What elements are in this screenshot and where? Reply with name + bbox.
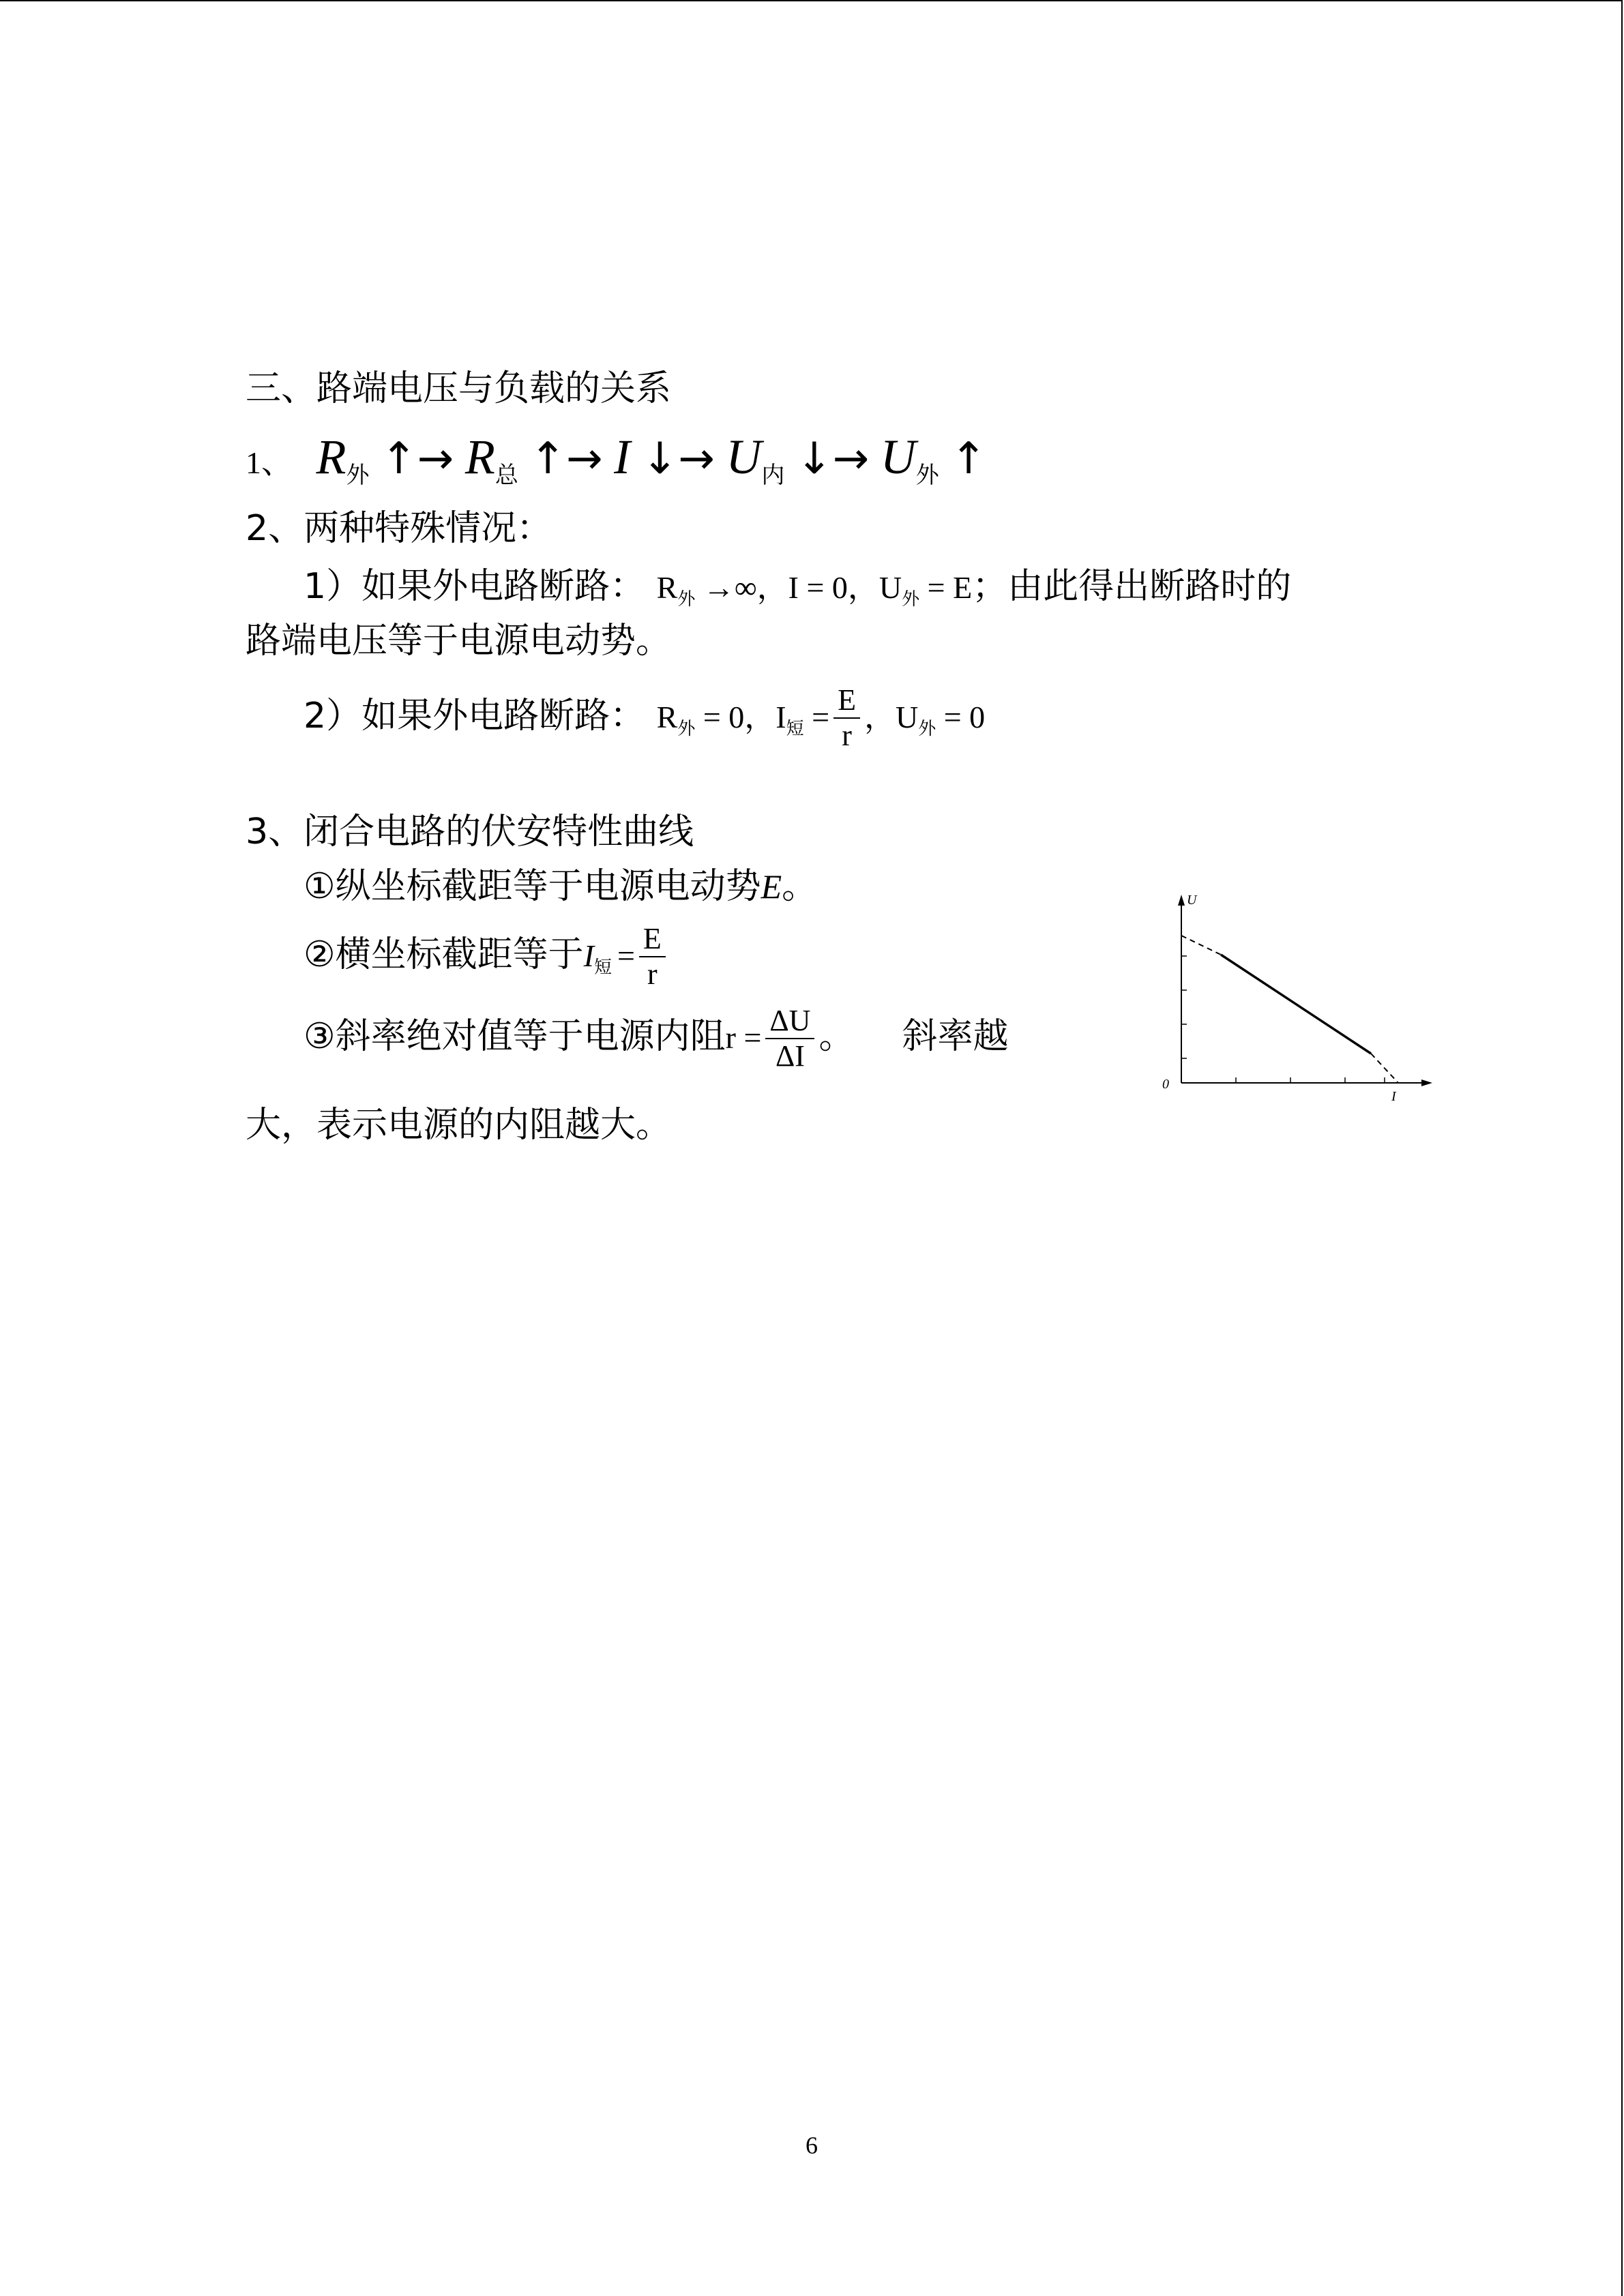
case2-fraction	[833, 683, 860, 753]
up-arrow: ↑	[529, 434, 566, 484]
case2-u-eq: = 0	[936, 700, 986, 734]
point2-i: I	[583, 938, 594, 973]
x-axis-label: I	[1391, 1089, 1396, 1104]
point3-end: 。	[818, 1016, 855, 1057]
point2-line	[304, 914, 670, 1009]
case1-conclusion: 路端电压等于电源电动势。	[246, 621, 672, 661]
case1-condition: →∞，I = 0，	[695, 570, 879, 605]
case2-i-sub: 短	[786, 719, 804, 739]
case2-label: 2）如果外电路断路：	[304, 696, 646, 736]
item1-number: 1、	[246, 445, 293, 480]
case2-comma: ，	[863, 700, 896, 734]
case1-u: U	[879, 570, 902, 605]
characteristic-line	[1221, 955, 1371, 1054]
x-axis-arrow	[1421, 1079, 1432, 1086]
right-arrow: →	[832, 434, 870, 484]
up-arrow: ↑	[950, 434, 987, 484]
case1-label: 1）如果外电路断路：	[304, 566, 646, 607]
ui-characteristic-graph	[1153, 886, 1453, 1112]
fraction-denominator: r	[842, 719, 852, 752]
case2-u: U	[895, 700, 919, 734]
fraction-denominator: r	[647, 957, 658, 991]
point1-line	[304, 866, 817, 907]
case2-r: R	[656, 700, 678, 734]
case1-text: ；由此得出断路时的	[972, 566, 1292, 607]
point3-continuation: 大，表示电源的内阻越大。	[246, 1105, 672, 1146]
point2-text: ②横坐标截距等于	[304, 934, 584, 975]
fraction-denominator: ΔI	[775, 1039, 805, 1073]
item3-heading: 3、闭合电路的伏安特性曲线	[246, 811, 694, 852]
point3-line	[304, 996, 1009, 1079]
point1-text: ①纵坐标截距等于电源电动势	[304, 866, 761, 907]
point1-end: 。	[782, 866, 818, 907]
point1-e: E	[761, 867, 782, 906]
u-nei-sub: 内	[761, 462, 785, 489]
r-symbol: R	[316, 430, 346, 484]
page-number: 6	[806, 2132, 818, 2159]
point2-eq: =	[617, 938, 635, 973]
point2-fraction	[639, 922, 666, 992]
case1-eq: = E	[919, 570, 973, 605]
down-arrow: ↓	[641, 434, 679, 484]
point3-r: r =	[725, 1020, 762, 1055]
up-arrow: ↑	[381, 434, 417, 484]
right-arrow: →	[565, 434, 603, 484]
section-title: 三、路端电压与负载的关系	[246, 368, 672, 409]
y-axis-arrow	[1178, 895, 1185, 906]
point3-text: ③斜率绝对值等于电源内阻	[304, 1016, 726, 1057]
origin-label: 0	[1162, 1077, 1169, 1092]
case1-r-sub: 外	[677, 589, 696, 610]
r-wai-sub: 外	[346, 462, 370, 489]
case1-u-sub: 外	[902, 589, 920, 610]
u-outer-symbol: U	[880, 430, 916, 484]
case2-r-sub: 外	[677, 719, 696, 739]
right-arrow: →	[417, 434, 454, 484]
point3-fraction	[765, 1004, 814, 1073]
item1-chain	[246, 426, 987, 506]
r-zong-sub: 总	[494, 462, 518, 489]
case2-u-sub: 外	[918, 719, 936, 739]
case2-i: I	[776, 700, 786, 734]
point3-tail: 斜率越	[902, 1016, 1009, 1057]
intercept-extension-upper	[1181, 936, 1221, 955]
u-wai-sub: 外	[915, 462, 939, 489]
r-total-symbol: R	[464, 430, 495, 484]
fraction-numerator: ΔU	[765, 1004, 814, 1039]
i-symbol: I	[614, 430, 631, 484]
right-arrow: →	[678, 434, 715, 484]
y-axis-label: U	[1187, 893, 1197, 908]
point2-i-sub: 短	[593, 957, 612, 978]
u-inner-symbol: U	[726, 430, 762, 484]
case1-r: R	[656, 570, 678, 605]
case2-r-eq: = 0，	[695, 700, 776, 734]
case2-line	[304, 679, 985, 766]
case2-i-eq: =	[803, 700, 830, 734]
case1-line	[304, 566, 1291, 620]
item2-heading: 2、两种特殊情况：	[246, 508, 552, 549]
fraction-numerator: E	[639, 922, 666, 957]
fraction-numerator: E	[833, 683, 860, 719]
down-arrow: ↓	[795, 434, 833, 484]
